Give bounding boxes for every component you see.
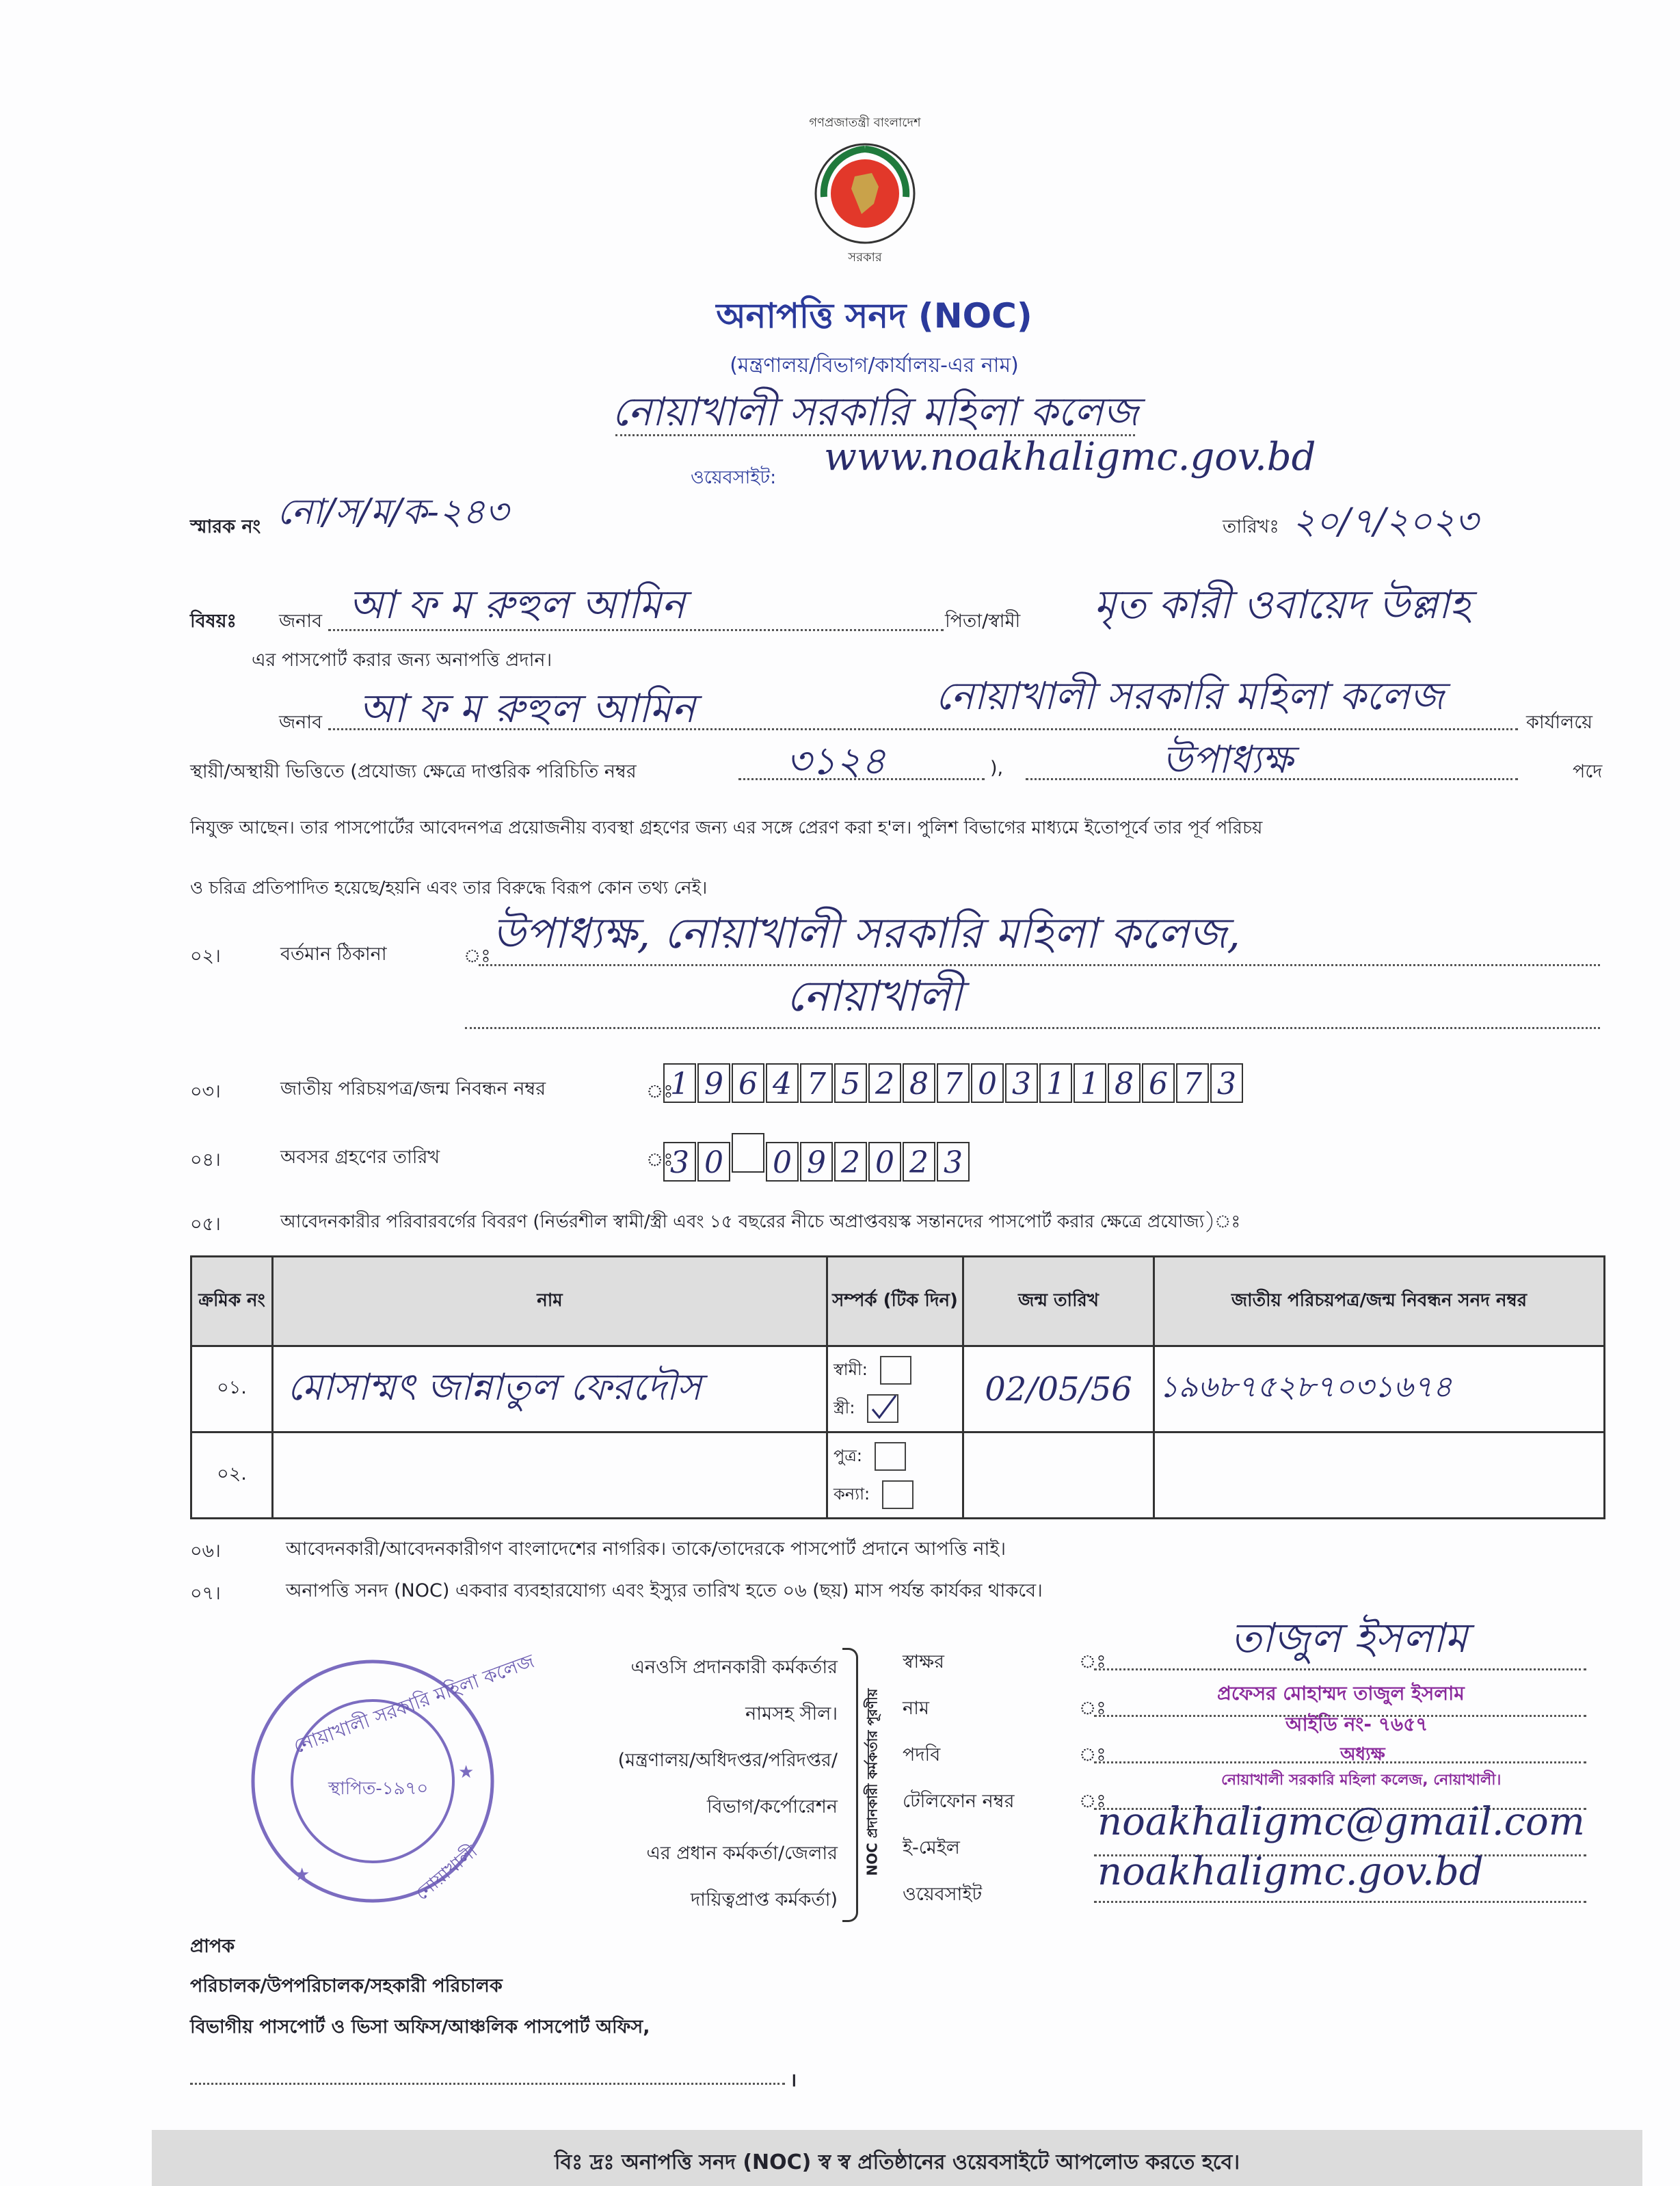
id-close: ), <box>990 758 1004 779</box>
id-prefix: স্থায়ী/অস্থায়ী ভিত্তিতে (প্রযোজ্য ক্ষেত্রে দাপ্তরিক পরিচিতি নম্বর <box>190 761 637 782</box>
subject-label: বিষয়ঃ <box>190 611 237 632</box>
nid-digit: 7 <box>800 1063 833 1103</box>
post-suffix: পদে <box>1573 761 1603 782</box>
retire-digit: 9 <box>800 1142 833 1182</box>
retire-digit-boxes <box>663 1133 971 1182</box>
stamp-office: নোয়াখালী সরকারি মহিলা কলেজ, নোয়াখালী। <box>1221 1772 1502 1789</box>
relation-wife-label: স্ত্রী: <box>834 1398 855 1417</box>
item-04-number: ০৪। <box>190 1149 221 1171</box>
stamp-name: প্রফেসর মোহাম্মদ তাজুল ইসলাম <box>1217 1682 1465 1705</box>
post-line <box>1026 778 1518 780</box>
svg-text:★: ★ <box>458 1762 475 1783</box>
email-value: noakhaligmc@gmail.com <box>1097 1800 1585 1844</box>
address-line2-rule <box>465 1027 1600 1029</box>
nid-digit: 7 <box>1176 1063 1209 1103</box>
recipient-line3 <box>190 2083 785 2085</box>
nid-digit: 5 <box>834 1063 867 1103</box>
recipient-label: প্রাপক <box>190 1936 235 1957</box>
signatory-left-line: নামসহ সীল। <box>745 1703 838 1724</box>
signatory-bracket <box>842 1648 858 1922</box>
relation-son-label: পুত্র: <box>834 1445 863 1465</box>
address-line1-rule <box>479 964 1600 966</box>
nid-digit: 7 <box>937 1063 970 1103</box>
stamp-designation: অধ্যক্ষ <box>1340 1744 1385 1765</box>
id-line <box>738 778 985 780</box>
website-label: ওয়েবসাইট: <box>691 467 777 488</box>
retire-digit: 3 <box>663 1142 696 1182</box>
retire-digit: 0 <box>868 1142 901 1182</box>
field-colon: ঃ <box>1079 1651 1106 1672</box>
body-office-value: নোয়াখালী সরকারি মহিলা কলেজ <box>935 674 1444 719</box>
item-06-number: ০৬। <box>190 1541 221 1562</box>
date-value: ২০/৭/২০২৩ <box>1292 501 1478 542</box>
retire-colon: ঃ <box>646 1149 674 1171</box>
nid-digit: 0 <box>971 1063 1004 1103</box>
nid-digit: 1 <box>1074 1063 1106 1103</box>
retire-digit: 2 <box>834 1142 867 1182</box>
field-colon: ঃ <box>1079 1791 1106 1812</box>
address-line1: উপাধ্যক্ষ, নোয়াখালী সরকারি মহিলা কলেজ, <box>492 908 1240 958</box>
date-label: তারিখঃ <box>1223 516 1279 537</box>
body-mr-label: জনাব <box>279 712 323 733</box>
paragraph-line1: নিযুক্ত আছেন। তার পাসপোর্টের আবেদনপত্র প্রয়োজনীয় ব্যবস্থা গ্রহণের জন্য এর সঙ্গে প্রেরণ করা হ'ল। পুলিশ বিভাগের মাধ্যমে ইতোপূর্বে তার পূর্ব পরিচয় <box>190 818 1263 838</box>
row-serial: ০২. <box>191 1432 273 1519</box>
signature-label: স্বাক্ষর <box>903 1651 944 1672</box>
subject-name-line <box>328 629 944 631</box>
row-name <box>273 1432 827 1519</box>
item-03-number: ০৩। <box>190 1081 221 1102</box>
relation-husband-label: স্বামী: <box>834 1359 868 1379</box>
designation-label: পদবি <box>903 1744 941 1765</box>
father-label: পিতা/স্বামী <box>945 611 1021 632</box>
header-serial: ক্রমিক নং <box>191 1257 273 1346</box>
subject-mr-label: জনাব <box>279 611 323 632</box>
nid-label: জাতীয় পরিচয়পত্র/জন্ম নিবন্ধন নম্বর <box>280 1078 546 1099</box>
page-title: অনাপত্তি সনদ (NOC) <box>716 296 1032 336</box>
relation-wife-checkbox[interactable] <box>867 1394 898 1423</box>
header-nid: জাতীয় পরিচয়পত্র/জন্ম নিবন্ধন সনদ নম্বর <box>1154 1257 1605 1346</box>
website-field-value: noakhaligmc.gov.bd <box>1097 1850 1484 1894</box>
item-05-number: ০৫। <box>190 1214 221 1235</box>
row-nid: ১৯৬৮৭৫২৮৭০৩১৬৭৪ <box>1154 1346 1605 1432</box>
signatory-left-line: এনওসি প্রদানকারী কর্মকর্তার <box>630 1657 838 1678</box>
family-table <box>190 1255 1605 1519</box>
recipient-line2: বিভাগীয় পাসপোর্ট ও ভিসা অফিস/আঞ্চলিক পাসপোর্ট অফিস, <box>190 2016 650 2038</box>
svg-text:★: ★ <box>294 1865 310 1885</box>
office-name: নোয়াখালী সরকারি মহিলা কলেজ <box>611 388 1139 435</box>
telephone-label: টেলিফোন নম্বর <box>903 1791 1015 1812</box>
footer-note: বিঃ দ্রঃ অনাপত্তি সনদ (NOC) স্ব স্ব প্রতিষ্ঠানের ওয়েবসাইটে আপলোড করতে হবে। <box>554 2150 1240 2174</box>
nid-digit: 8 <box>1108 1063 1141 1103</box>
header-name: নাম <box>273 1257 827 1346</box>
relation-son-checkbox[interactable] <box>875 1442 906 1471</box>
website-field-label: ওয়েবসাইট <box>903 1884 983 1905</box>
name-label: নাম <box>903 1698 929 1719</box>
body-name-line <box>328 728 1518 730</box>
row-name: মোসাম্মৎ জান্নাতুল ফেরদৌস <box>273 1346 827 1432</box>
emblem-bottom-text: সরকার <box>848 250 882 265</box>
family-label: আবেদনকারীর পরিবারবর্গের বিবরণ (নির্ভরশীল স্বামী/স্ত্রী এবং ১৫ বছরের নীচে অপ্রাপ্তবয়স্ক সন্তানদের পাসপোর্ট করার ক্ষেত্রে প্রযোজ্য)ঃ <box>280 1212 1241 1232</box>
memo-label: স্মারক নং <box>190 516 261 537</box>
relation-husband-checkbox[interactable] <box>880 1356 911 1385</box>
seal-center-text: স্থাপিত-১৯৭০ <box>328 1778 429 1799</box>
nid-digit-boxes <box>663 1063 1244 1103</box>
address-colon: ঃ <box>464 946 491 967</box>
relation-daughter-checkbox[interactable] <box>882 1480 914 1509</box>
row-nid <box>1154 1432 1605 1519</box>
field-colon: ঃ <box>1079 1744 1106 1765</box>
signatory-vertical-text: NOC প্রদানকারী কর্মকর্তার পূরণীয় <box>864 1688 881 1876</box>
memo-value: নো/স/ম/ক-২৪৩ <box>277 492 509 533</box>
address-line2: নোয়াখালী <box>786 971 963 1021</box>
item-07-text: অনাপত্তি সনদ (NOC) একবার ব্যবহারযোগ্য এবং ইস্যুর তারিখ হতে ০৬ (ছয়) মাস পর্যন্ত কার্যকর থাকবে। <box>286 1580 1043 1601</box>
subject-line2: এর পাসপোর্ট করার জন্য অনাপত্তি প্রদান। <box>252 650 552 671</box>
subject-name-value: আ ফ ম রুহুল আমিন <box>349 581 685 628</box>
retire-digit: 2 <box>903 1142 935 1182</box>
signatory-left-line: দায়িত্বপ্রাপ্ত কর্মকর্তা) <box>691 1889 838 1910</box>
seal-bottom-text: নোয়াখালী <box>412 1841 482 1905</box>
paragraph-line2: ও চরিত্র প্রতিপাদিত হয়েছে/হয়নি এবং তার বিরুদ্ধে বিরূপ কোন তথ্য নেই। <box>190 878 708 898</box>
item-02-number: ০২। <box>190 946 221 967</box>
item-07-number: ০৭। <box>190 1583 221 1604</box>
signatory-left-line: বিভাগ/কর্পোরেশন <box>706 1796 838 1817</box>
id-value: ৩১২৪ <box>786 739 886 784</box>
nid-digit: 3 <box>1005 1063 1038 1103</box>
emblem-top-text: গণপ্রজাতন্ত্রী বাংলাদেশ <box>809 116 921 130</box>
email-label: ই-মেইল <box>903 1837 960 1858</box>
retire-digit: 0 <box>766 1142 799 1182</box>
table-row <box>191 1432 1605 1519</box>
signatory-left-line: এর প্রধান কর্মকর্তা/জেলার <box>646 1843 838 1864</box>
government-emblem <box>814 122 916 265</box>
field-colon: ঃ <box>1079 1698 1106 1719</box>
nid-colon: ঃ <box>646 1081 674 1102</box>
website-value: www.noakhaligmc.gov.bd <box>824 435 1316 479</box>
nid-digit: 6 <box>1142 1063 1175 1103</box>
row-dob <box>963 1432 1154 1519</box>
nid-digit: 8 <box>903 1063 935 1103</box>
nid-digit: 9 <box>697 1063 730 1103</box>
relation-daughter-label: কন্যা: <box>834 1484 870 1504</box>
header-relation: সম্পর্ক (টিক দিন) <box>827 1257 963 1346</box>
nid-digit: 1 <box>663 1063 696 1103</box>
table-row <box>191 1346 1605 1432</box>
post-value: উপাধ্যক্ষ <box>1162 738 1293 782</box>
row-serial: ০১. <box>191 1346 273 1432</box>
row-relation <box>827 1432 963 1519</box>
retire-digit: 0 <box>697 1142 730 1182</box>
retire-digit <box>732 1133 764 1173</box>
website-line <box>1094 1901 1586 1903</box>
nid-digit: 3 <box>1210 1063 1243 1103</box>
page-subtitle: (মন্ত্রণালয়/বিভাগ/কার্যালয়-এর নাম) <box>730 354 1019 377</box>
office-suffix: কার্যালয়ে <box>1526 712 1592 733</box>
row-relation <box>827 1346 963 1432</box>
recipient-line3-end: । <box>790 2070 797 2091</box>
body-name-value: আ ফ ম রুহুল আমিন <box>359 685 695 732</box>
nid-digit: 1 <box>1039 1063 1072 1103</box>
retire-digit: 3 <box>937 1142 970 1182</box>
nid-digit: 4 <box>766 1063 799 1103</box>
signatory-left-line: (মন্ত্রণালয়/অধিদপ্তর/পরিদপ্তর/ <box>617 1750 838 1771</box>
father-value: মৃত কারী ওবায়েদ উল্লাহ <box>1094 581 1471 628</box>
nid-digit: 2 <box>868 1063 901 1103</box>
stamp-id: আইডি নং- ৭৬৫৭ <box>1285 1713 1428 1735</box>
address-label: বর্তমান ঠিকানা <box>280 944 387 965</box>
table-header-row <box>191 1257 1605 1346</box>
handwritten-signature: তাজুল ইসলাম <box>1231 1614 1468 1662</box>
item-06-text: আবেদনকারী/আবেদনকারীগণ বাংলাদেশের নাগরিক। তাকে/তাদেরকে পাসপোর্ট প্রদানে আপত্তি নাই। <box>286 1538 1006 1560</box>
header-dob: জন্ম তারিখ <box>963 1257 1154 1346</box>
recipient-line1: পরিচালক/উপপরিচালক/সহকারী পরিচালক <box>190 1975 503 1997</box>
nid-digit: 6 <box>732 1063 764 1103</box>
row-dob: 02/05/56 <box>963 1346 1154 1432</box>
seal-ring-text: নোয়াখালী সরকারি মহিলা কলেজ <box>290 1649 537 1758</box>
retire-label: অবসর গ্রহণের তারিখ <box>280 1147 440 1168</box>
